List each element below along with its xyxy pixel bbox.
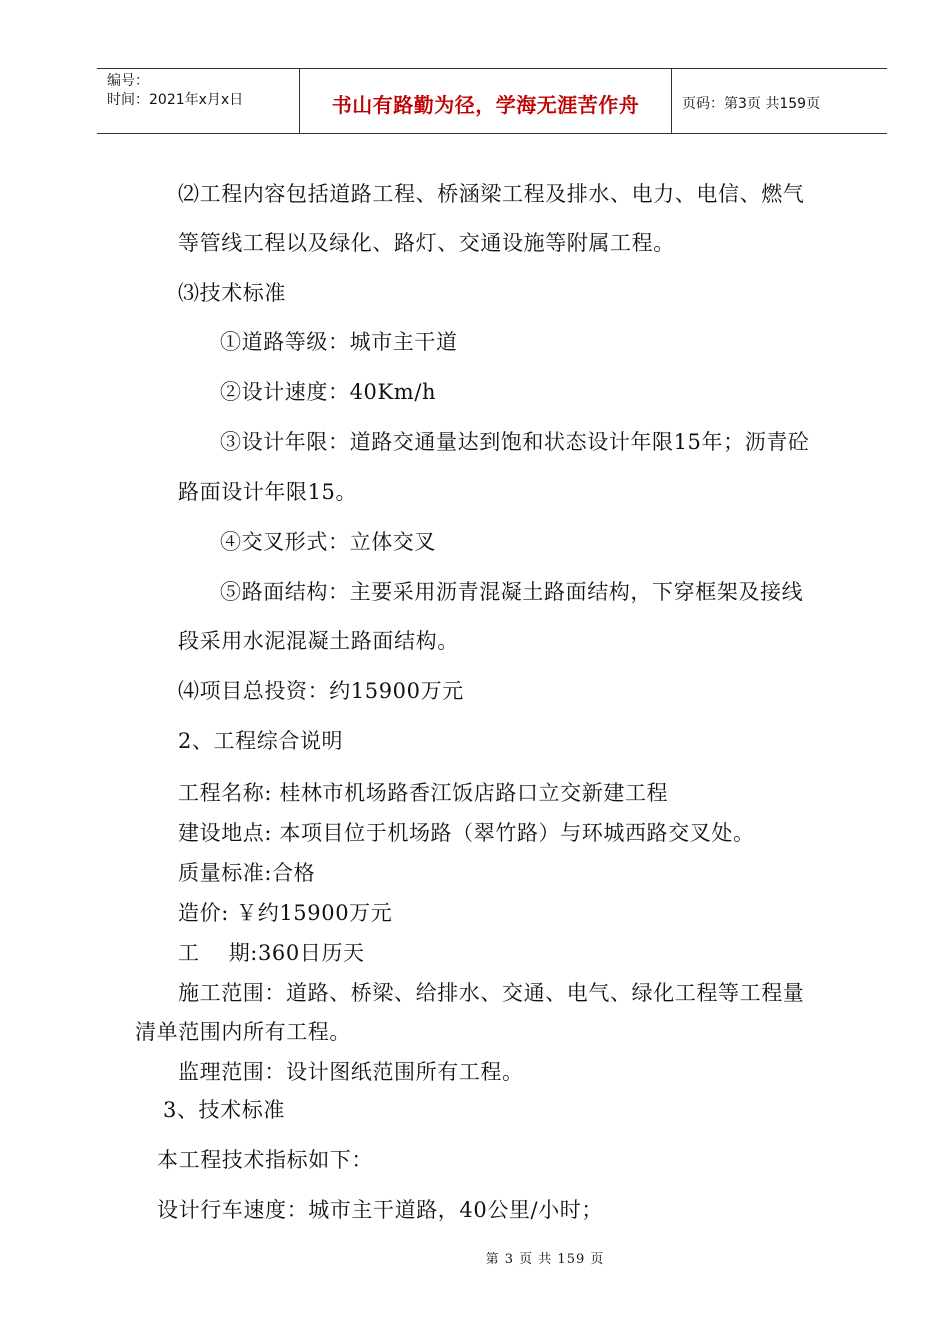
body-line: 造价: ￥约15900万元 xyxy=(178,901,393,925)
body-line: ⑷项目总投资：约15900万元 xyxy=(178,679,464,703)
body-line: 监理范围：设计图纸范围所有工程。 xyxy=(178,1060,524,1084)
body-line: ④交叉形式：立体交叉 xyxy=(220,530,436,554)
body-line: 等管线工程以及绿化、路灯、交通设施等附属工程。 xyxy=(178,231,675,255)
body-line: ⑵工程内容包括道路工程、桥涵梁工程及排水、电力、电信、燃气 xyxy=(178,182,805,206)
body-line: 段采用水泥混凝土路面结构。 xyxy=(178,629,459,653)
body-line: ⑶技术标准 xyxy=(178,281,286,305)
body-line: 本工程技术指标如下： xyxy=(157,1148,373,1172)
body-line: 工 期:360日历天 xyxy=(178,941,365,965)
body-line: 工程名称: 桂林市机场路香江饭店路口立交新建工程 xyxy=(178,781,669,805)
body-line: 施工范围：道路、桥梁、给排水、交通、电气、绿化工程等工程量 xyxy=(178,981,805,1005)
body-line: ①道路等级：城市主干道 xyxy=(220,330,458,354)
body-line: ⑤路面结构：主要采用沥青混凝土路面结构，下穿框架及接线 xyxy=(220,580,804,604)
body-line: ③设计年限：道路交通量达到饱和状态设计年限15年；沥青砼 xyxy=(220,430,810,454)
body-line: 3、技术标准 xyxy=(163,1098,285,1122)
body-line: ②设计速度：40Km/h xyxy=(220,380,437,404)
header-divider xyxy=(671,69,672,133)
body-line: 路面设计年限15。 xyxy=(178,480,358,504)
body-line: 2、工程综合说明 xyxy=(178,729,344,753)
header-meta xyxy=(107,72,243,110)
body-line: 质量标准:合格 xyxy=(178,861,316,885)
header-page-info: 页码：第3页 共159页 xyxy=(682,96,821,112)
body-line: 设计行车速度：城市主干道路，40公里/小时； xyxy=(157,1198,603,1222)
header-motto: 书山有路勤为径，学海无涯苦作舟 xyxy=(331,93,640,117)
body-line: 清单范围内所有工程。 xyxy=(135,1020,351,1044)
page-header xyxy=(97,68,887,134)
body-line: 建设地点: 本项目位于机场路（翠竹路）与环城西路交叉处。 xyxy=(178,821,755,845)
page-footer: 第 3 页 共 159 页 xyxy=(485,1252,605,1267)
time-label: 时间：2021年x月x日 xyxy=(107,92,244,108)
serial-label: 编号： xyxy=(107,73,149,89)
